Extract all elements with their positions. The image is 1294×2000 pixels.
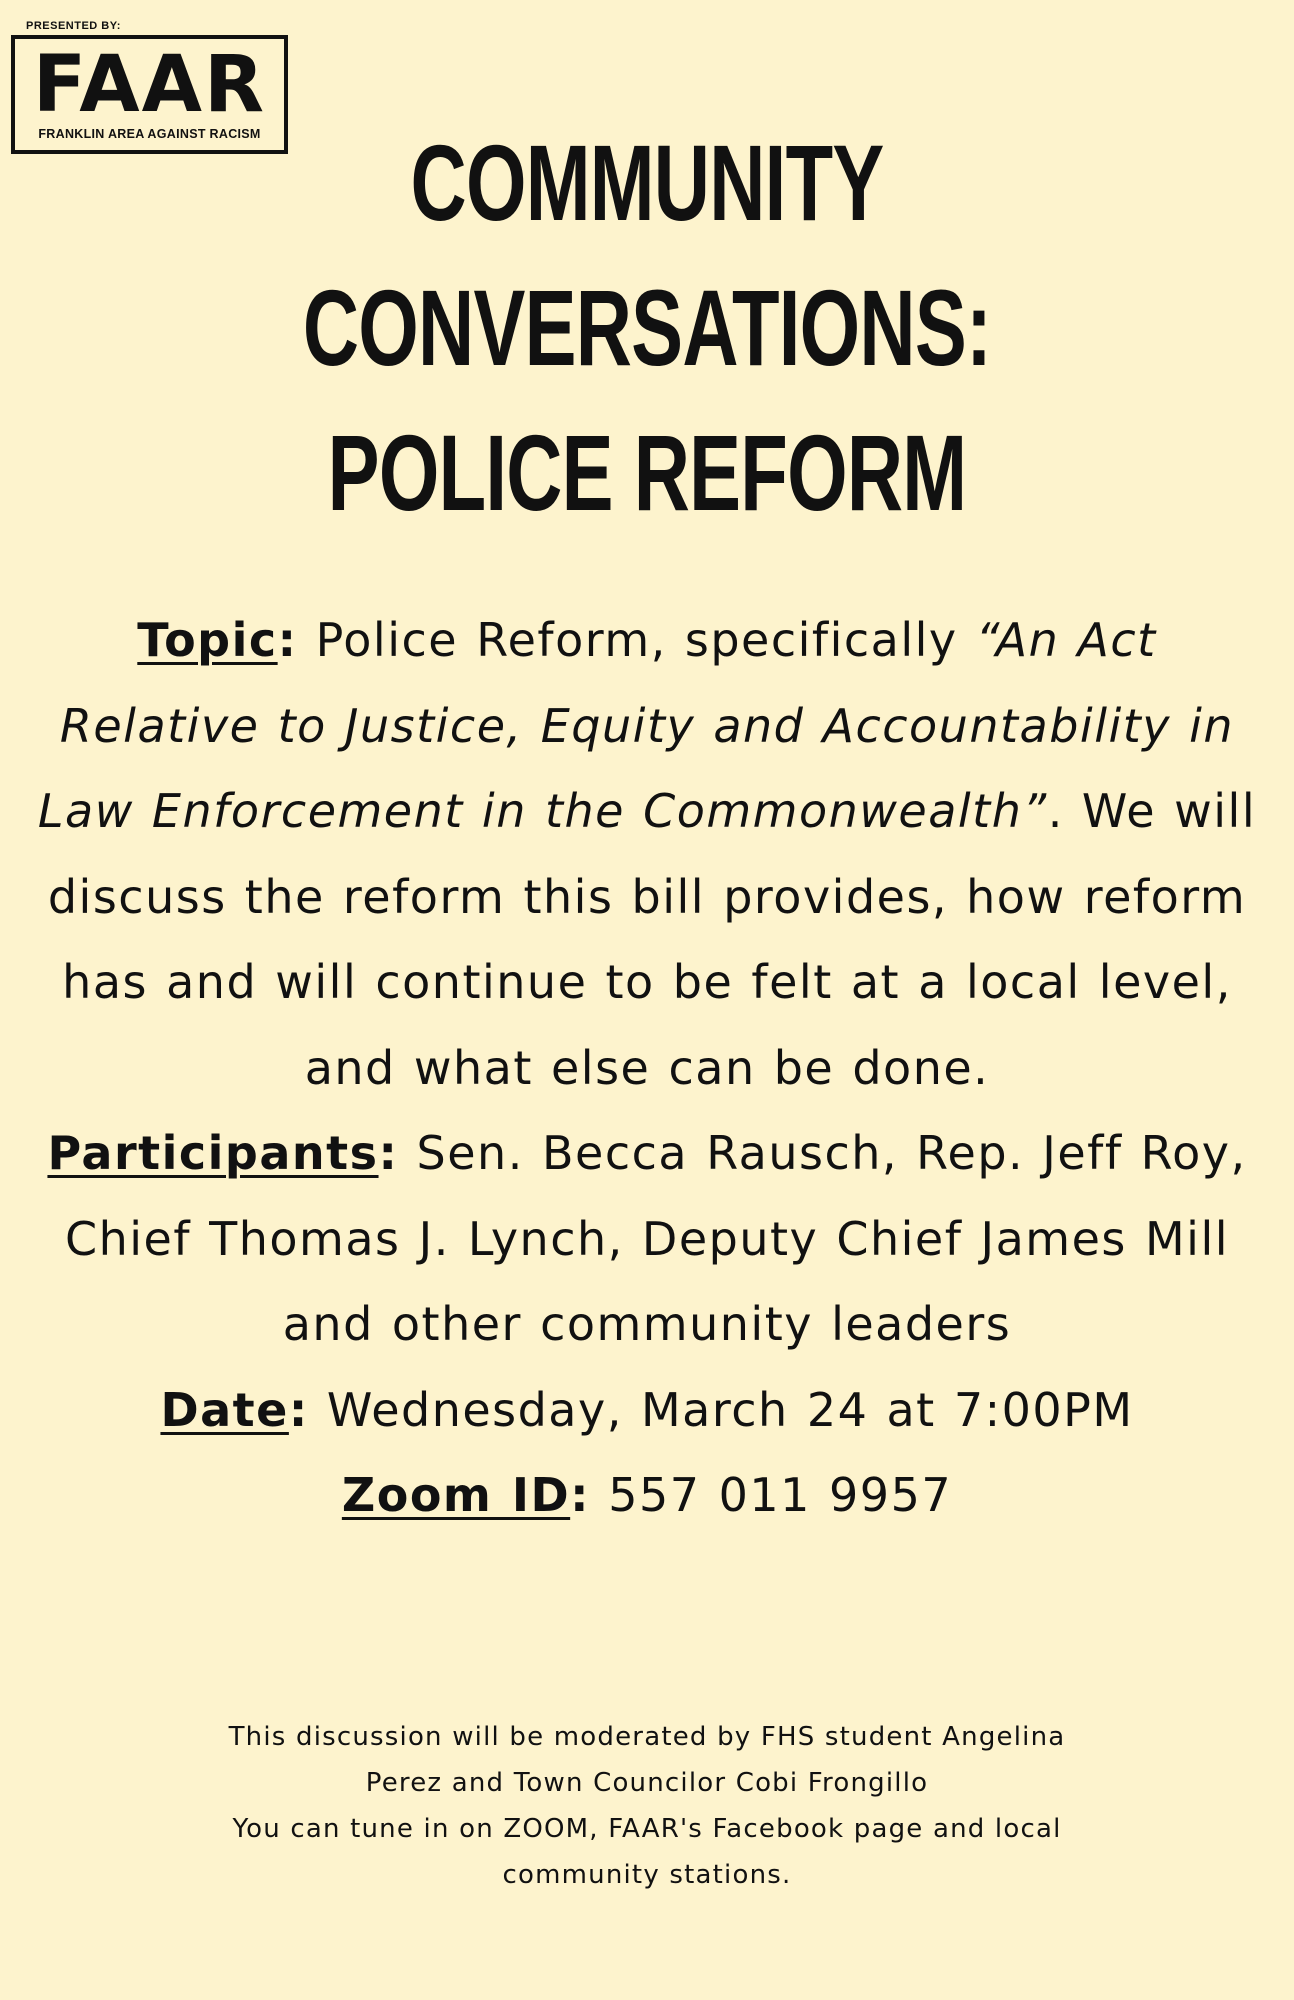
logo-wordmark: FAAR	[32, 40, 267, 130]
event-details	[30, 598, 1264, 1539]
footer-note	[100, 1714, 1194, 1898]
zoom-id-value: 557 011 9957	[590, 1468, 953, 1522]
date-value: Wednesday, March 24 at 7:00PM	[308, 1382, 1134, 1437]
participants-list: Sen. Becca Rausch, Rep. Jeff Roy, Chief Thomas J. Lynch, Deputy Chief James Mill and other community leaders	[64, 1126, 1247, 1351]
footer-line-3: You can tune in on ZOOM, FAAR's Facebook page and local	[232, 1814, 1062, 1844]
footer-line-1: This discussion will be moderated by FHS student Angelina	[228, 1722, 1066, 1752]
topic-description: . We will discuss the reform this bill provides, how reform has and will continue to be felt at a local level, and what else can be done.	[47, 784, 1257, 1095]
title-line-2: CONVERSATIONS:	[302, 267, 992, 388]
zoom-label: Zoom ID	[341, 1468, 571, 1522]
topic-label: Topic	[137, 613, 278, 667]
presented-by-label: PRESENTED BY:	[26, 20, 121, 32]
title-line-3: POLICE REFORM	[327, 412, 967, 533]
logo-subtitle: FRANKLIN AREA AGAINST RACISM	[38, 127, 261, 141]
date-colon: :	[288, 1382, 309, 1437]
zoom-section	[30, 1453, 1264, 1539]
date-label: Date	[160, 1382, 289, 1437]
participants-label: Participants	[47, 1126, 379, 1180]
topic-section	[30, 598, 1264, 1111]
title-line-1: COMMUNITY	[410, 122, 884, 243]
participants-colon: :	[378, 1126, 399, 1180]
topic-intro: Police Reform, specifically	[315, 613, 976, 667]
bill-title: “An Act Relative to Justice, Equity and Accountability in Law Enforcement in the Commonwealth”	[37, 613, 1235, 838]
topic-colon: :	[277, 613, 298, 667]
footer-line-4: community stations.	[502, 1860, 792, 1890]
footer-line-2: Perez and Town Councilor Cobi Frongillo	[365, 1768, 929, 1798]
date-section	[30, 1368, 1264, 1454]
page-title	[181, 110, 1113, 545]
zoom-colon: :	[570, 1468, 591, 1522]
participants-section	[30, 1111, 1264, 1368]
